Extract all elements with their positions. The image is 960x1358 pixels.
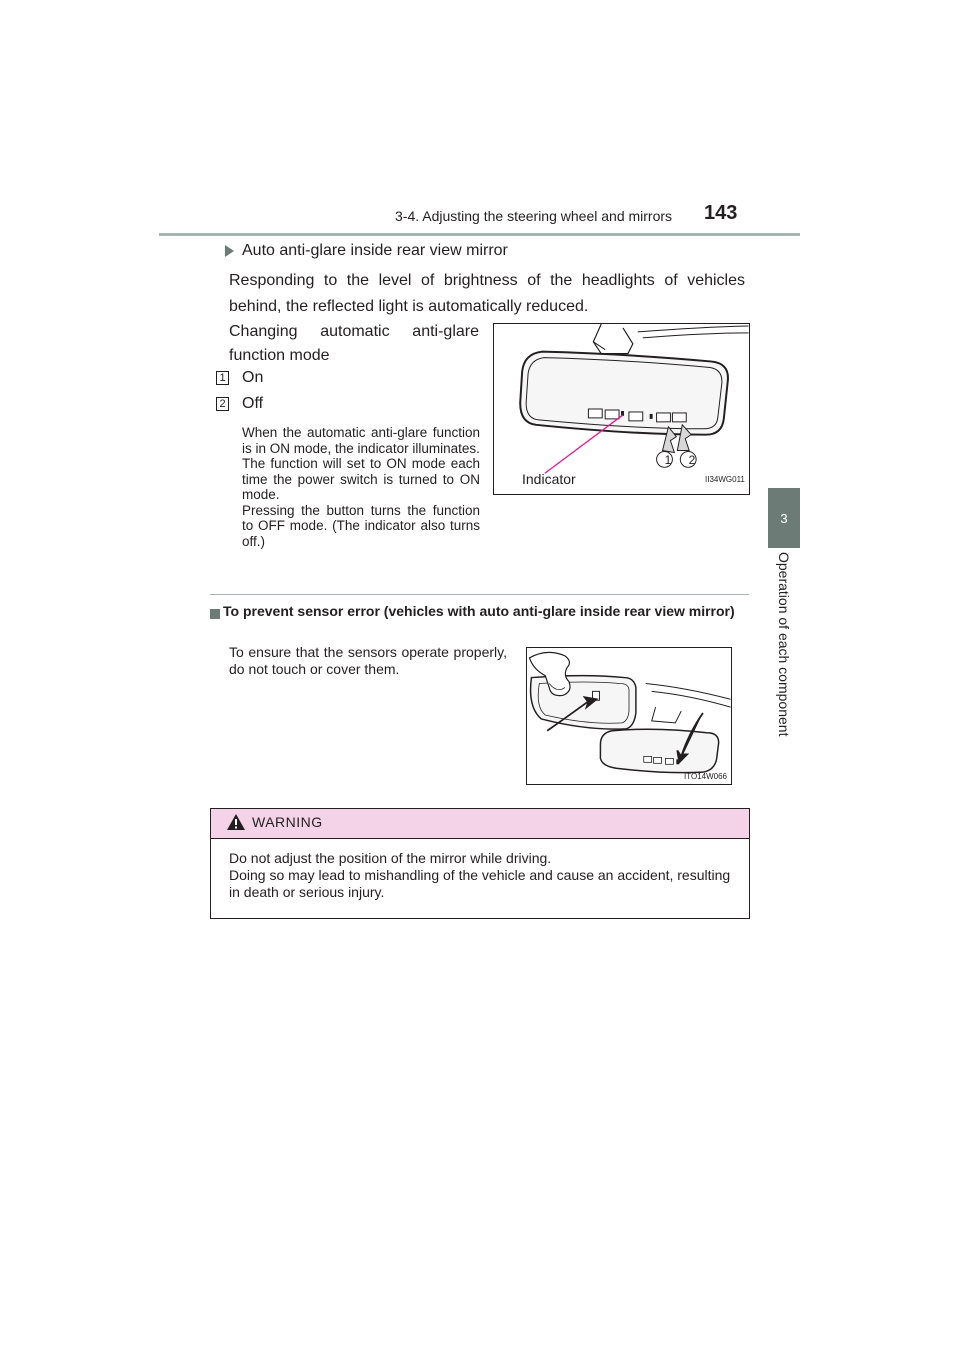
instruction-text: Changing automatic anti-glare function mode <box>229 323 479 364</box>
section-separator <box>210 594 749 595</box>
section-heading: Auto anti-glare inside rear view mirror <box>242 242 508 259</box>
chapter-title-vertical <box>766 552 802 752</box>
chapter-tab[interactable] <box>768 488 800 548</box>
warning-line-1: Do not adjust the position of the mirror while driving. <box>229 850 552 866</box>
warning-line-2: Doing so may lead to mishandling of the vehicle and cause an accident, resulting in death or serious injury. <box>229 867 731 900</box>
square-bullet-icon <box>210 609 220 619</box>
note-3: Pressing the button turns the function to OFF mode. (The indicator also turns off.) <box>242 502 480 549</box>
indicator-label: Indicator <box>522 471 576 487</box>
figure-num-2: 2 <box>688 453 696 467</box>
figure-num-1: 1 <box>664 453 672 467</box>
warning-text <box>229 850 741 901</box>
note-2: The function will set to ON mode each time the power switch is turned to ON mode. <box>242 456 480 502</box>
warning-title: WARNING <box>252 814 323 830</box>
section-title: 3-4. Adjusting the steering wheel and mirrors <box>395 208 673 224</box>
sensor-heading: To prevent sensor error (vehicles with auto anti-glare inside rear view mirror) <box>223 603 735 619</box>
sensor-text: To ensure that the sensors operate properly, do not touch or cover them. <box>229 644 507 677</box>
figure-code-1: II34WG011 <box>705 475 745 484</box>
arrow-bullet-icon <box>225 245 234 257</box>
page-number: 143 <box>704 202 738 224</box>
item-number-2: 2 <box>216 397 229 411</box>
notes <box>242 425 480 549</box>
item-label-on: On <box>242 369 264 386</box>
sensor-figure <box>526 647 732 785</box>
item-number-1: 1 <box>216 371 229 385</box>
figure-code-2: ITO14W066 <box>684 772 727 781</box>
mirror-illustration <box>494 324 749 494</box>
item-label-off: Off <box>242 395 264 412</box>
mirror-figure <box>493 323 750 495</box>
chapter-title: Operation of each component <box>776 552 792 737</box>
sensor-illustration <box>527 648 731 784</box>
intro-paragraph: Responding to the level of brightness of the headlights of vehicles behind, the reflected light is automatically reduced. <box>229 272 745 315</box>
header-rule <box>159 233 800 236</box>
chapter-number: 3 <box>780 510 788 526</box>
note-1: When the automatic anti-glare function is in ON mode, the indicator illuminates. <box>242 425 480 456</box>
warning-icon <box>226 813 246 831</box>
